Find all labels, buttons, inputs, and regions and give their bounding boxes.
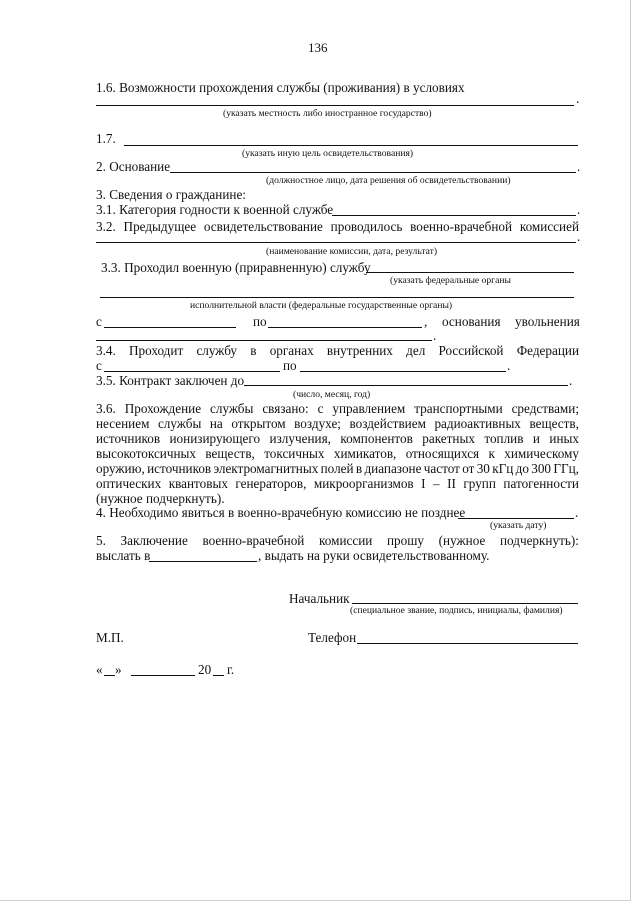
stamp-place: М.П. bbox=[96, 630, 124, 645]
section-3-6-line-7: (нужное подчеркнуть). bbox=[96, 491, 225, 506]
section-3-6-line-2: несением службы на открытом воздухе; воздействием радиоактивных веществ, bbox=[96, 416, 579, 431]
section-3-1-line bbox=[332, 215, 576, 216]
section-3-3-from: с bbox=[96, 314, 102, 329]
section-3-2-hint: (наименование комиссии, дата, результат) bbox=[266, 246, 438, 257]
section-3-5-line bbox=[244, 385, 568, 386]
section-3-4-text: 3.4. Проходит службу в органах внутренних дел Российской Федерации bbox=[96, 343, 579, 358]
section-3-3-line-1 bbox=[366, 272, 574, 273]
chief-label: Начальник bbox=[289, 591, 350, 606]
section-2-dot: . bbox=[577, 159, 581, 174]
date-close-quote: » bbox=[115, 662, 122, 677]
section-3-3-dot: . bbox=[433, 328, 437, 343]
section-3-4-from-line bbox=[104, 371, 280, 372]
section-4-line bbox=[458, 518, 574, 519]
section-3-3-from-line bbox=[104, 327, 236, 328]
section-3-3-to-line bbox=[268, 327, 422, 328]
section-3-4-dot: . bbox=[507, 358, 511, 373]
section-4-hint: (указать дату) bbox=[490, 520, 547, 531]
section-3-3-hint-1: (указать федеральные органы bbox=[390, 275, 511, 286]
section-3-4-to: по bbox=[283, 358, 297, 373]
section-2-label: 2. Основание bbox=[96, 159, 171, 174]
section-4-label: 4. Необходимо явиться в военно-врачебную комиссию не позднее bbox=[96, 505, 466, 520]
phone-line bbox=[357, 643, 578, 644]
date-month-line bbox=[131, 675, 195, 676]
section-2-hint: (должностное лицо, дата решения об освидетельствовании) bbox=[266, 175, 511, 186]
section-3-3-uvolneniya: увольнения bbox=[515, 314, 580, 329]
section-4-dot: . bbox=[575, 505, 579, 520]
section-1-6-line bbox=[96, 105, 574, 106]
section-1-7-line bbox=[124, 145, 578, 146]
section-3-1-label: 3.1. Категория годности к военной службе bbox=[96, 202, 334, 217]
section-3-6-line-5: оружию, источников электромагнитных полей в диапазоне частот от 30 кГц до 300 ГГц, bbox=[96, 461, 579, 476]
section-1-7-label: 1.7. bbox=[96, 131, 116, 146]
section-3-2-line bbox=[96, 242, 576, 243]
section-5-handover: , выдать на руки освидетельствованному. bbox=[258, 548, 490, 563]
section-3-4-to-line bbox=[300, 371, 506, 372]
section-3-3-line-2 bbox=[100, 297, 574, 298]
date-year-suffix: г. bbox=[227, 662, 235, 677]
date-open-quote: « bbox=[96, 662, 103, 677]
section-5-text: 5. Заключение военно-врачебной комиссии прошу (нужное подчеркнуть): bbox=[96, 533, 579, 548]
section-3-6-line-6: оптических квантовых генераторов, микроорганизмов I – II групп патогенности bbox=[96, 476, 579, 491]
section-1-6-hint: (указать местность либо иностранное государство) bbox=[223, 108, 432, 119]
section-3-3-comma: , bbox=[424, 314, 428, 329]
section-3-title: 3. Сведения о гражданине: bbox=[96, 187, 246, 202]
section-3-6-line-3: источников ионизирующего излучения, компонентов ракетных топлив и иных bbox=[96, 431, 579, 446]
section-3-5-dot: . bbox=[569, 373, 573, 388]
section-3-2-text: 3.2. Предыдущее освидетельствование проводилось военно-врачебной комиссией bbox=[96, 219, 579, 234]
section-1-7-hint: (указать иную цель освидетельствования) bbox=[242, 148, 414, 159]
section-3-6-line-1: 3.6. Прохождение службы связано: с управлением транспортными средствами; bbox=[96, 401, 579, 416]
section-3-2-dot: . bbox=[577, 229, 581, 244]
chief-line bbox=[352, 603, 578, 604]
page-number: 136 bbox=[308, 40, 328, 55]
section-3-3-reason-line bbox=[96, 340, 432, 341]
section-3-3-to: по bbox=[253, 314, 267, 329]
section-2-line bbox=[170, 172, 576, 173]
section-3-3-osnovaniya: основания bbox=[442, 314, 501, 329]
section-3-6-line-4: высокотоксичных веществ, токсичных химикатов, относящихся к химическому bbox=[96, 446, 579, 461]
section-3-5-hint: (число, месяц, год) bbox=[293, 389, 371, 400]
section-3-4-from: с bbox=[96, 358, 102, 373]
section-3-3-hint-2: исполнительной власти (федеральные государственные органы) bbox=[190, 300, 453, 311]
date-day-line bbox=[104, 675, 115, 676]
section-5-send-line bbox=[149, 561, 257, 562]
section-3-1-dot: . bbox=[577, 202, 581, 217]
section-1-6-text: 1.6. Возможности прохождения службы (проживания) в условиях bbox=[96, 80, 465, 95]
section-1-6-dot: . bbox=[576, 91, 580, 106]
chief-hint: (специальное звание, подпись, инициалы, фамилия) bbox=[350, 605, 563, 616]
date-year-prefix: 20 bbox=[198, 662, 212, 677]
date-year-line bbox=[213, 675, 224, 676]
phone-label: Телефон bbox=[308, 630, 357, 645]
section-5-send-label: выслать в bbox=[96, 548, 151, 563]
section-3-5-label: 3.5. Контракт заключен до bbox=[96, 373, 245, 388]
section-3-3-label: 3.3. Проходил военную (приравненную) службу bbox=[101, 260, 371, 275]
